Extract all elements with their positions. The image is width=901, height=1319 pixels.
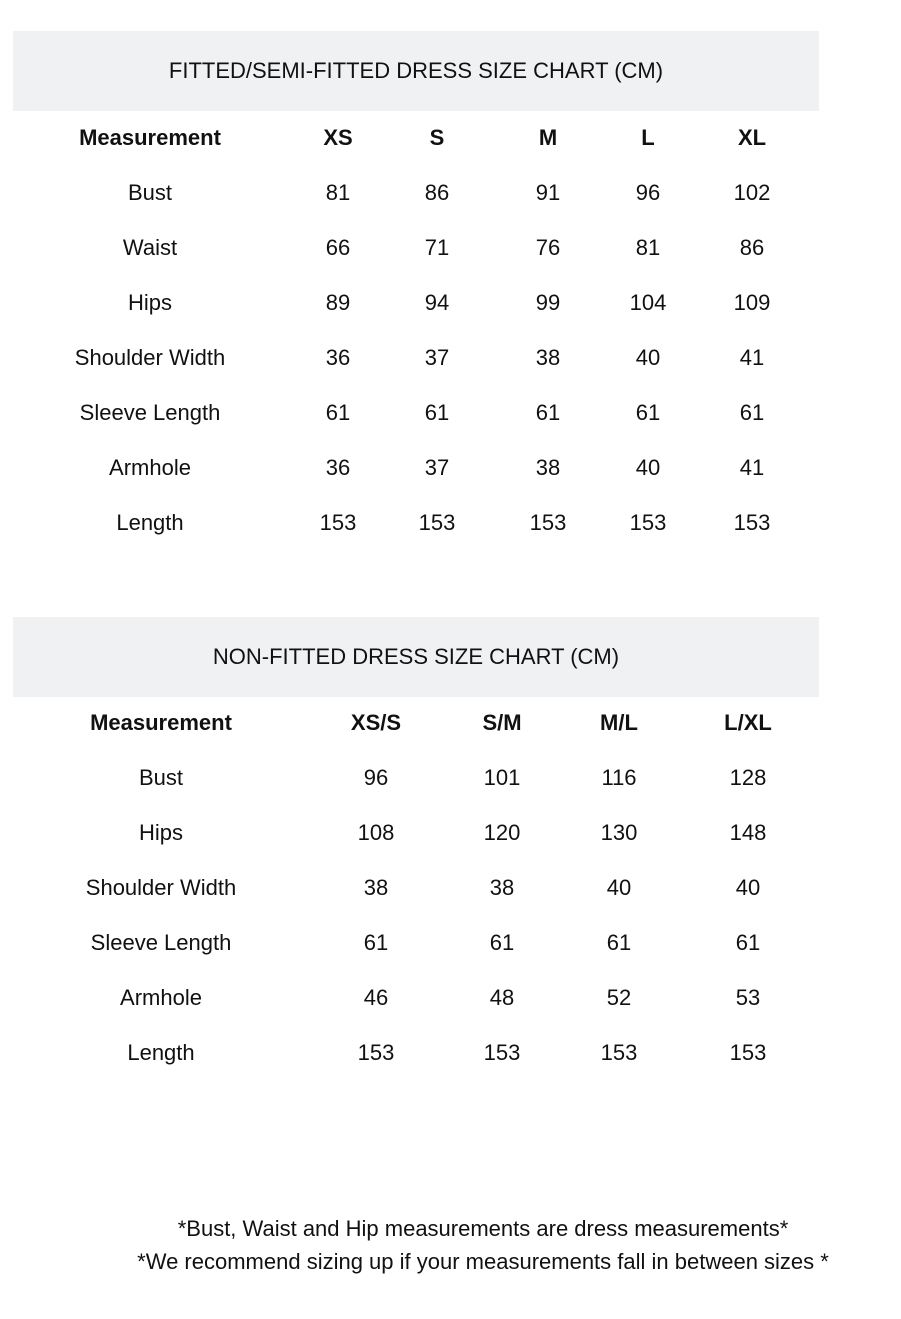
table-cell: 52 bbox=[606, 985, 632, 1010]
table-cell: 37 bbox=[424, 455, 450, 480]
table-cell: 61 bbox=[535, 400, 561, 425]
table-cell: 108 bbox=[357, 820, 395, 845]
table-cell: 116 bbox=[601, 765, 637, 790]
column-header: M/L bbox=[600, 710, 638, 735]
table-cell: 61 bbox=[635, 400, 661, 425]
table-cell: 153 bbox=[357, 1040, 395, 1065]
table-cell: 48 bbox=[489, 985, 515, 1010]
row-label: Hips bbox=[127, 290, 173, 315]
table-cell: 61 bbox=[606, 930, 632, 955]
row-label: Shoulder Width bbox=[74, 345, 226, 370]
footnote: *We recommend sizing up if your measurements fall in between sizes * bbox=[137, 1249, 829, 1274]
table-cell: 53 bbox=[735, 985, 761, 1010]
table-cell: 130 bbox=[600, 820, 638, 845]
column-header: Measurement bbox=[90, 710, 232, 735]
column-header: S bbox=[429, 125, 445, 150]
row-label: Armhole bbox=[109, 455, 191, 480]
table-cell: 96 bbox=[635, 180, 661, 205]
column-header: XL bbox=[737, 125, 767, 150]
table-cell: 61 bbox=[325, 400, 351, 425]
table-cell: 41 bbox=[739, 455, 765, 480]
table-cell: 89 bbox=[325, 290, 351, 315]
table-cell: 46 bbox=[363, 985, 389, 1010]
table-cell: 101 bbox=[483, 765, 521, 790]
table-cell: 40 bbox=[635, 455, 661, 480]
footnote: *Bust, Waist and Hip measurements are dress measurements* bbox=[177, 1216, 789, 1241]
table-cell: 76 bbox=[535, 235, 561, 260]
row-label: Sleeve Length bbox=[79, 400, 221, 425]
table-cell: 99 bbox=[535, 290, 561, 315]
table-cell: 104 bbox=[629, 290, 667, 315]
table-cell: 36 bbox=[325, 455, 351, 480]
table-cell: 128 bbox=[729, 765, 767, 790]
table-cell: 41 bbox=[739, 345, 765, 370]
table-cell: 38 bbox=[489, 875, 515, 900]
table-cell: 61 bbox=[489, 930, 515, 955]
table-cell: 61 bbox=[739, 400, 765, 425]
row-label: Bust bbox=[127, 180, 173, 205]
table-cell: 71 bbox=[424, 235, 450, 260]
chart-title: FITTED/SEMI-FITTED DRESS SIZE CHART (CM) bbox=[13, 31, 819, 111]
column-header: XS/S bbox=[350, 710, 402, 735]
table-cell: 38 bbox=[363, 875, 389, 900]
table-cell: 40 bbox=[735, 875, 761, 900]
table-cell: 40 bbox=[635, 345, 661, 370]
table-cell: 96 bbox=[363, 765, 389, 790]
table-cell: 66 bbox=[325, 235, 351, 260]
table-cell: 153 bbox=[729, 1040, 767, 1065]
table-cell: 61 bbox=[735, 930, 761, 955]
table-cell: 148 bbox=[729, 820, 767, 845]
row-label: Bust bbox=[138, 765, 184, 790]
table-cell: 40 bbox=[606, 875, 632, 900]
table-cell: 153 bbox=[483, 1040, 521, 1065]
table-cell: 94 bbox=[424, 290, 450, 315]
table-cell: 86 bbox=[739, 235, 765, 260]
table-cell: 61 bbox=[424, 400, 450, 425]
chart-title: NON-FITTED DRESS SIZE CHART (CM) bbox=[13, 617, 819, 697]
table-cell: 120 bbox=[483, 820, 521, 845]
table-cell: 91 bbox=[535, 180, 561, 205]
table-cell: 102 bbox=[733, 180, 771, 205]
table-cell: 153 bbox=[629, 510, 667, 535]
row-label: Length bbox=[127, 1040, 195, 1065]
table-cell: 153 bbox=[600, 1040, 638, 1065]
column-header: L/XL bbox=[724, 710, 772, 735]
table-cell: 153 bbox=[418, 510, 456, 535]
row-label: Armhole bbox=[120, 985, 202, 1010]
column-header: Measurement bbox=[79, 125, 221, 150]
column-header: L bbox=[641, 125, 655, 150]
table-cell: 38 bbox=[535, 345, 561, 370]
table-cell: 153 bbox=[529, 510, 567, 535]
table-cell: 38 bbox=[535, 455, 561, 480]
row-label: Waist bbox=[122, 235, 178, 260]
row-label: Hips bbox=[138, 820, 184, 845]
row-label: Shoulder Width bbox=[85, 875, 237, 900]
row-label: Length bbox=[116, 510, 184, 535]
table-cell: 37 bbox=[424, 345, 450, 370]
table-cell: 81 bbox=[635, 235, 661, 260]
table-cell: 153 bbox=[319, 510, 357, 535]
table-cell: 109 bbox=[733, 290, 771, 315]
table-cell: 153 bbox=[733, 510, 771, 535]
row-label: Sleeve Length bbox=[90, 930, 232, 955]
column-header: XS bbox=[323, 125, 353, 150]
table-cell: 61 bbox=[363, 930, 389, 955]
column-header: S/M bbox=[482, 710, 522, 735]
table-cell: 81 bbox=[325, 180, 351, 205]
table-cell: 36 bbox=[325, 345, 351, 370]
column-header: M bbox=[538, 125, 558, 150]
table-cell: 86 bbox=[424, 180, 450, 205]
